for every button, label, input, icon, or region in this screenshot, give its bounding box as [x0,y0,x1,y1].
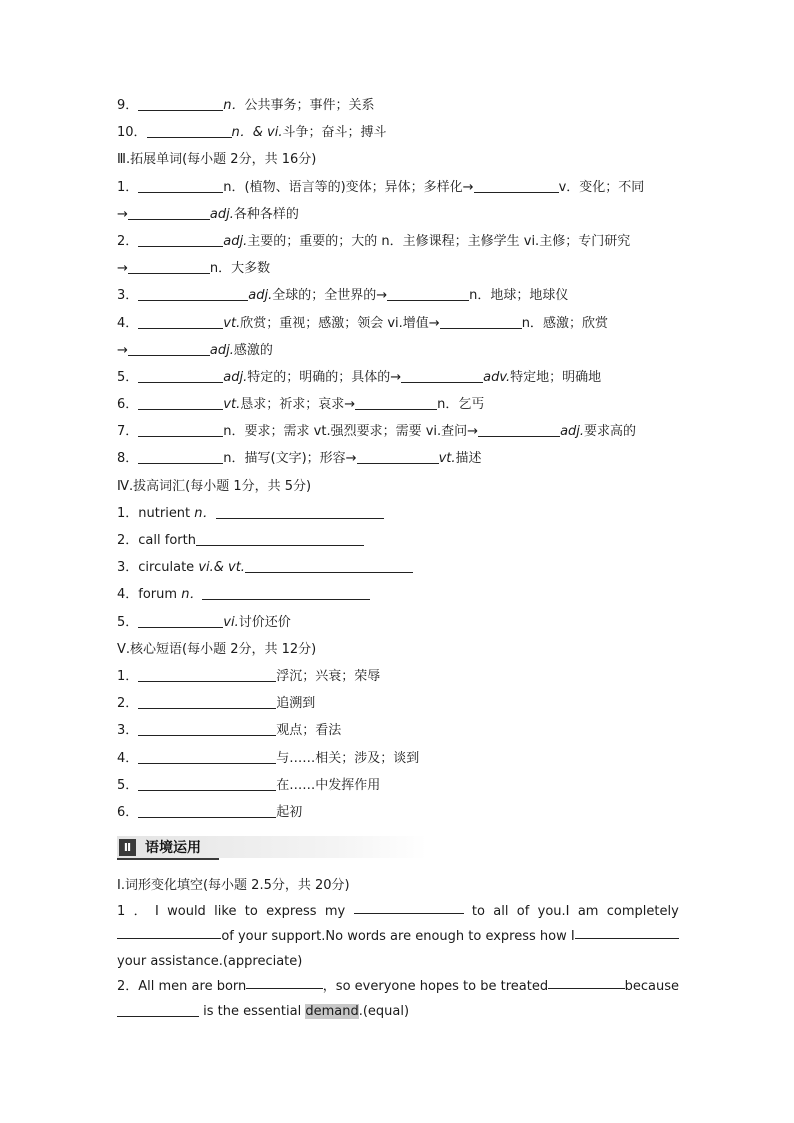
answer-blank[interactable] [138,667,276,682]
vocab-item-9: 9． n．公共事务；事件；关系 [117,98,375,113]
answer-blank[interactable] [117,924,221,939]
question-1: 1 ． I would like to express my to all of you.I am completely of your support.No words are enough to express how I your assistance.(appreciate) [117,899,679,974]
answer-blank[interactable] [196,531,364,546]
advanced-item-1: 1．nutrient n． [117,500,679,527]
expand-item-7: 7． n．要求；需求 vt.强烈要求；需要 vi.查问→ adj.要求高的 [117,424,637,440]
answer-blank[interactable] [138,368,223,383]
answer-blank[interactable] [474,178,559,193]
answer-blank[interactable] [138,449,223,464]
section-3-title: Ⅲ.拓展单词(每小题 2分，共 16分) [117,152,317,168]
answer-blank[interactable] [138,613,223,628]
expand-item-1: 1． n．(植物、语言等的)变体；异体；多样化→ v．变化；不同 [117,179,645,195]
answer-blank[interactable] [147,123,232,138]
phrase-item-6: 6． 起初 [117,804,303,820]
phrase-item-2: 2． 追溯到 [117,696,316,712]
phrase-item-3: 3． 观点；看法 [117,723,342,739]
worksheet-page [117,92,679,1024]
section-4-title: Ⅳ.拔高词汇(每小题 1分，共 5分) [117,478,312,494]
answer-blank[interactable] [128,259,210,274]
answer-blank[interactable] [138,395,223,410]
expand-item-8: 8． n．描写(文字)；形容→ vt.描述 [117,451,482,467]
answer-blank[interactable] [354,899,464,914]
advanced-item-2: 2．call forth [117,527,679,554]
answer-blank[interactable] [246,974,323,989]
word-form-title: Ⅰ.词形变化填空(每小题 2.5分，共 20分) [117,878,350,894]
answer-blank[interactable] [138,721,276,736]
advanced-item-4: 4．forum n． [117,581,679,608]
answer-blank[interactable] [357,449,439,464]
answer-blank[interactable] [138,232,223,247]
answer-blank[interactable] [440,314,522,329]
question-2: 2．All men are born ，so everyone hopes to be treated because is the essential demand.(equal) [117,974,679,1024]
answer-blank[interactable] [548,974,625,989]
answer-blank[interactable] [138,422,223,437]
section-number-icon: Ⅱ [119,839,136,856]
answer-blank[interactable] [355,395,437,410]
answer-blank[interactable] [575,924,679,939]
context-usage-header [117,828,679,868]
highlighted-word: demand [305,1004,359,1020]
phrase-item-1: 1． 浮沉；兴衰；荣辱 [117,668,381,684]
answer-blank[interactable] [202,585,370,600]
phrase-item-5: 5． 在……中发挥作用 [117,777,381,793]
answer-blank[interactable] [401,368,483,383]
answer-blank[interactable] [138,694,276,709]
answer-blank[interactable] [138,96,223,111]
expand-item-6: 6． vt.恳求；祈求；哀求→ n．乞丐 [117,397,485,413]
answer-blank[interactable] [245,558,413,573]
expand-item-2: 2． adj.主要的；重要的；大的 n．主修课程；主修学生 vi.主修；专门研究 [117,233,631,249]
expand-item-1-cont: → adj.各种各样的 [117,206,299,222]
answer-blank[interactable] [138,286,248,301]
phrase-item-4: 4． 与……相关；涉及；谈到 [117,750,420,766]
expand-item-5: 5． adj.特定的；明确的；具体的→ adv.特定地；明确地 [117,369,602,385]
section-5-title: Ⅴ.核心短语(每小题 2分，共 12分) [117,641,317,657]
advanced-item-3: 3．circulate vi.& vt. [117,554,679,581]
answer-blank[interactable] [117,1002,199,1017]
answer-blank[interactable] [138,749,276,764]
answer-blank[interactable] [216,504,384,519]
answer-blank[interactable] [387,286,469,301]
expand-item-2-cont: → n．大多数 [117,261,271,277]
heading-underline [117,858,219,860]
answer-blank[interactable] [138,178,223,193]
expand-item-4: 4． vt.欣赏；重视；感激；领会 vi.增值→ n．感激；欣赏 [117,315,608,331]
vocab-item-10: 10． n．& vi.斗争；奋斗；搏斗 [117,125,387,141]
answer-blank[interactable] [138,803,276,818]
expand-item-4-cont: → adj.感激的 [117,342,273,358]
answer-blank[interactable] [128,205,210,220]
answer-blank[interactable] [138,314,223,329]
section-heading: 语境运用 [145,840,201,857]
expand-item-3: 3． adj.全球的；全世界的→ n．地球；地球仪 [117,288,569,304]
answer-blank[interactable] [138,776,276,791]
answer-blank[interactable] [478,422,560,437]
answer-blank[interactable] [128,341,210,356]
advanced-item-5: 5． vi.讨价还价 [117,614,291,630]
